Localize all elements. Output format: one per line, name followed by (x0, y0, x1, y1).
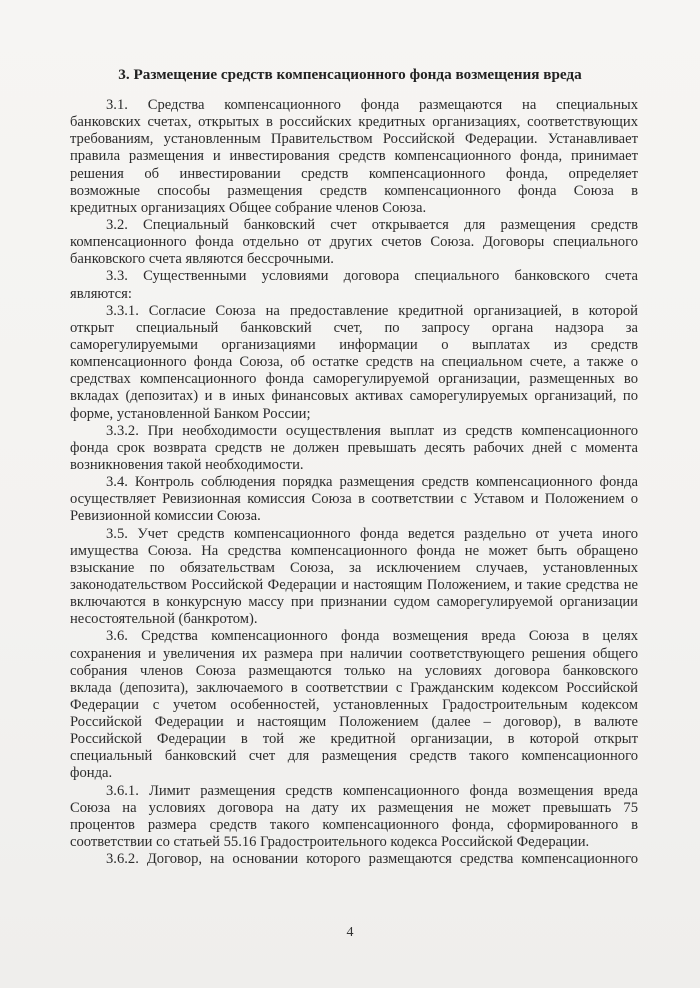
text-line: законодательством Российской Федерации и настоящим Положением, и такие средства не (70, 576, 638, 593)
text-line: осуществляет Ревизионная комиссия Союза в соответствии с Уставом и Положением о (70, 491, 638, 508)
text-line: саморегулируемыми организациями информации о выплатах из средств (70, 336, 638, 353)
text-line: форме, установленной Банком России; (70, 405, 311, 422)
text-line: 3.6. Средства компенсационного фонда возмещения вреда Союза в целях (106, 628, 638, 645)
text-line: процентов размера средств такого компенсационного фонда, сформированного в (70, 816, 638, 833)
text-line: специальный банковский счет для размещения средств такого компенсационного (70, 748, 638, 765)
paragraph-3-1 (70, 97, 638, 217)
document-body (70, 97, 638, 868)
text-line: Союза на условиях договора на дату их размещения не может превышать 75 (70, 799, 638, 816)
text-line: правила размещения и инвестирования средств компенсационного фонда, принимает (70, 148, 638, 165)
text-line: Ревизионной комиссии Союза. (70, 508, 261, 525)
text-line: 3.3.2. При необходимости осуществления выплат из средств компенсационного (106, 422, 638, 439)
page-number: 4 (346, 925, 354, 940)
paragraph-3-3-2 (70, 423, 638, 474)
text-line: 3.4. Контроль соблюдения порядка размещения средств компенсационного фонда (106, 474, 638, 491)
text-line: Федерации с учетом особенностей, установленных Градостроительным кодексом (70, 696, 638, 713)
text-line: 3.1. Средства компенсационного фонда размещаются на специальных (106, 97, 638, 113)
text-line: являются: (70, 285, 132, 302)
text-line: взыскание по обязательствам Союза, за исключением случаев, установленных (70, 559, 638, 576)
paragraph-3-6-2 (70, 851, 638, 868)
text-line: собрания членов Союза размещаются только на условиях договора банковского (70, 662, 638, 679)
text-line: требованиям, установленным Правительством Российской Федерации. Устанавливает (70, 131, 638, 148)
paragraph-3-3-1 (70, 303, 638, 423)
text-line: 3.5. Учет средств компенсационного фонда ведется раздельно от учета иного (106, 525, 638, 542)
text-line: возможные способы размещения средств компенсационного фонда Союза в (70, 182, 638, 199)
text-line: Российской Федерации в той же кредитной организации, в которой открыт (70, 731, 638, 748)
text-line: возникновения такой необходимости. (70, 456, 304, 473)
text-line: средствах компенсационного фонда саморегулируемой организации, размещенных во (70, 371, 638, 388)
text-line: вклада (депозита), заключаемого в соответствии с Гражданским кодексом Российской (70, 679, 638, 696)
text-line: компенсационного фонда Союза, об остатке средств на специальном счете, а также о (70, 354, 638, 371)
text-line: 3.6.1. Лимит размещения средств компенсационного фонда возмещения вреда (106, 782, 638, 799)
text-line: банковских счетах, открытых в российских кредитных организациях, соответствующих (70, 114, 638, 131)
text-line: кредитных организациях Общее собрание членов Союза. (70, 199, 427, 216)
paragraph-3-6-1 (70, 783, 638, 852)
text-line: 3.3. Существенными условиями договора специального банковского счета (106, 268, 638, 285)
text-line: несостоятельной (банкротом). (70, 611, 258, 628)
text-line: решения об инвестировании средств компенсационного фонда, определяет (70, 165, 638, 182)
text-line: включаются в конкурсную массу при признании судом саморегулируемой организации (70, 594, 638, 611)
text-line: фонда. (70, 765, 113, 782)
text-line: соответствии со статьей 55.16 Градостроительного кодекса Российской Федерации. (70, 834, 590, 851)
paragraph-3-3 (70, 268, 638, 302)
text-line: банковского счета являются бессрочными. (70, 251, 334, 268)
text-line: имущества Союза. На средства компенсационного фонда не может быть обращено (70, 542, 638, 559)
text-line: Российской Федерации и настоящим Положением (далее – договор), в валюте (70, 714, 638, 731)
text-line: сохранения и увеличения их размера при наличии соответствующего решения общего (70, 645, 638, 662)
text-line: компенсационного фонда отдельно от других счетов Союза. Договоры специального (70, 234, 638, 251)
text-line: 3.3.1. Согласие Союза на предоставление кредитной организацией, в которой (106, 302, 638, 319)
paragraph-3-5 (70, 526, 638, 629)
paragraph-3-4 (70, 474, 638, 525)
paragraph-3-2 (70, 217, 638, 268)
text-line: фонда срок возврата средств не должен превышать десять рабочих дней с момента (70, 439, 638, 456)
text-line: 3.6.2. Договор, на основании которого размещаются средства компенсационного (106, 851, 638, 868)
text-line: открыт специальный банковский счет, по запросу органа надзора за (70, 319, 638, 336)
text-line: вкладах (депозитах) и в иных финансовых активах саморегулируемых организаций, по (70, 388, 638, 405)
paragraph-3-6 (70, 628, 638, 782)
section-heading: 3. Размещение средств компенсационного фонда возмещения вреда (118, 66, 582, 83)
text-line: 3.2. Специальный банковский счет открывается для размещения средств (106, 216, 638, 233)
